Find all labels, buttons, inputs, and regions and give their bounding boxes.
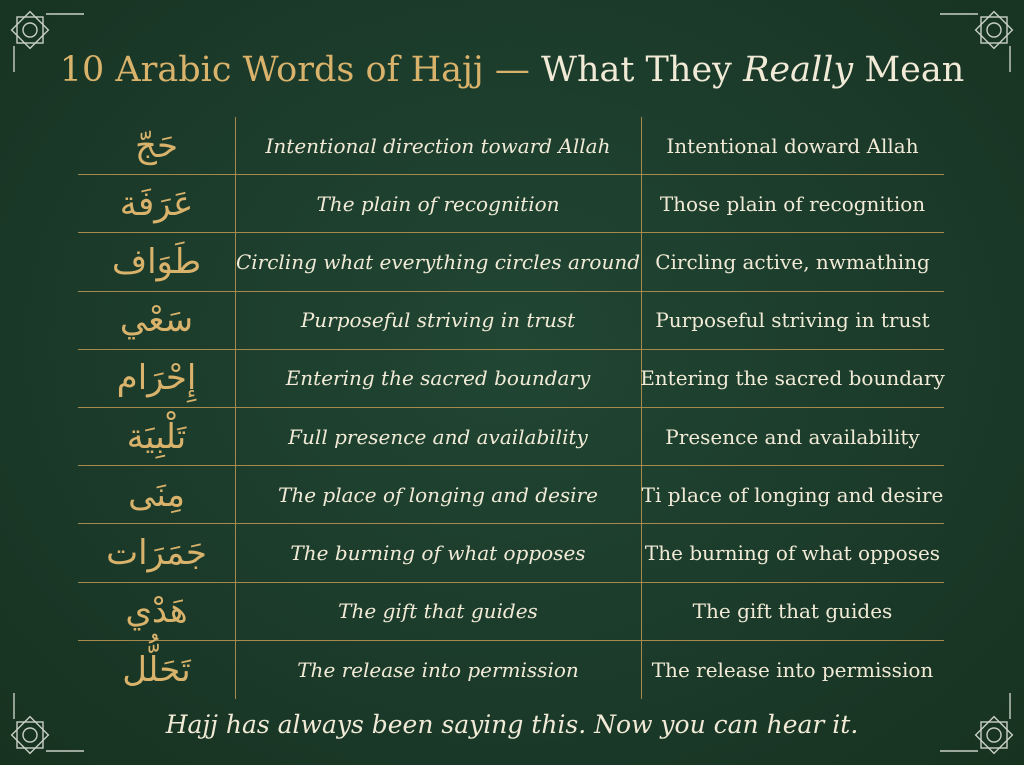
table-row: [78, 408, 944, 466]
title-emphasis: Really: [743, 50, 854, 90]
table-row: [78, 350, 944, 408]
table-row: [78, 524, 944, 582]
arabic-word: حَجّ: [135, 125, 178, 166]
meaning: Entering the sacred boundary: [640, 366, 945, 391]
arabic-word: مِنَى: [128, 474, 185, 515]
arabic-word: جَمَرَات: [106, 532, 207, 573]
arabic-word: عَرَفَة: [119, 183, 194, 224]
arabic-word: هَدْي: [125, 591, 188, 632]
page-title: [0, 44, 1024, 96]
arabic-word: تَحَلُّل: [122, 649, 191, 690]
table-row: [78, 641, 944, 699]
title-cream-end: Mean: [864, 50, 965, 90]
meaning: Purposeful striving in trust: [655, 308, 930, 333]
title-gold-part: 10 Arabic Words of Hajj —: [59, 50, 530, 90]
literal-meaning: Intentional direction toward Allah: [265, 133, 611, 158]
literal-meaning: Circling what everything circles around: [235, 249, 641, 274]
literal-meaning: Entering the sacred boundary: [285, 366, 591, 391]
literal-meaning: The plain of recognition: [316, 191, 560, 216]
arabic-word: طَوَاف: [111, 241, 202, 282]
meaning: Ti place of longing and desire: [641, 482, 944, 507]
meaning: Circling active, nwmathing: [655, 249, 930, 274]
title-cream-part: What They: [540, 50, 732, 90]
table-row: [78, 175, 944, 233]
meaning: The release into permission: [651, 657, 934, 682]
table-row: [78, 117, 944, 175]
table-row: [78, 233, 944, 291]
arabic-word: سَعْي: [119, 300, 194, 341]
meaning: The burning of what opposes: [644, 540, 941, 565]
literal-meaning: The gift that guides: [338, 599, 538, 624]
literal-meaning: The burning of what opposes: [290, 540, 586, 565]
table-row: [78, 292, 944, 350]
words-table: [78, 117, 944, 699]
table-row: [78, 583, 944, 641]
meaning: Presence and availability: [665, 424, 920, 449]
literal-meaning: Purposeful striving in trust: [300, 308, 576, 333]
literal-meaning: Full presence and availability: [288, 424, 588, 449]
arabic-word: إِحْرَام: [116, 358, 197, 399]
meaning: Intentional doward Allah: [666, 133, 919, 158]
meaning: Those plain of recognition: [659, 191, 926, 216]
literal-meaning: The place of longing and desire: [278, 482, 598, 507]
literal-meaning: The release into permission: [297, 657, 579, 682]
arabic-word: تَلْبِيَة: [126, 416, 187, 457]
table-row: [78, 466, 944, 524]
footer-tagline: Hajj has always been saying this. Now you can hear it.: [165, 710, 859, 739]
meaning: The gift that guides: [692, 599, 893, 624]
